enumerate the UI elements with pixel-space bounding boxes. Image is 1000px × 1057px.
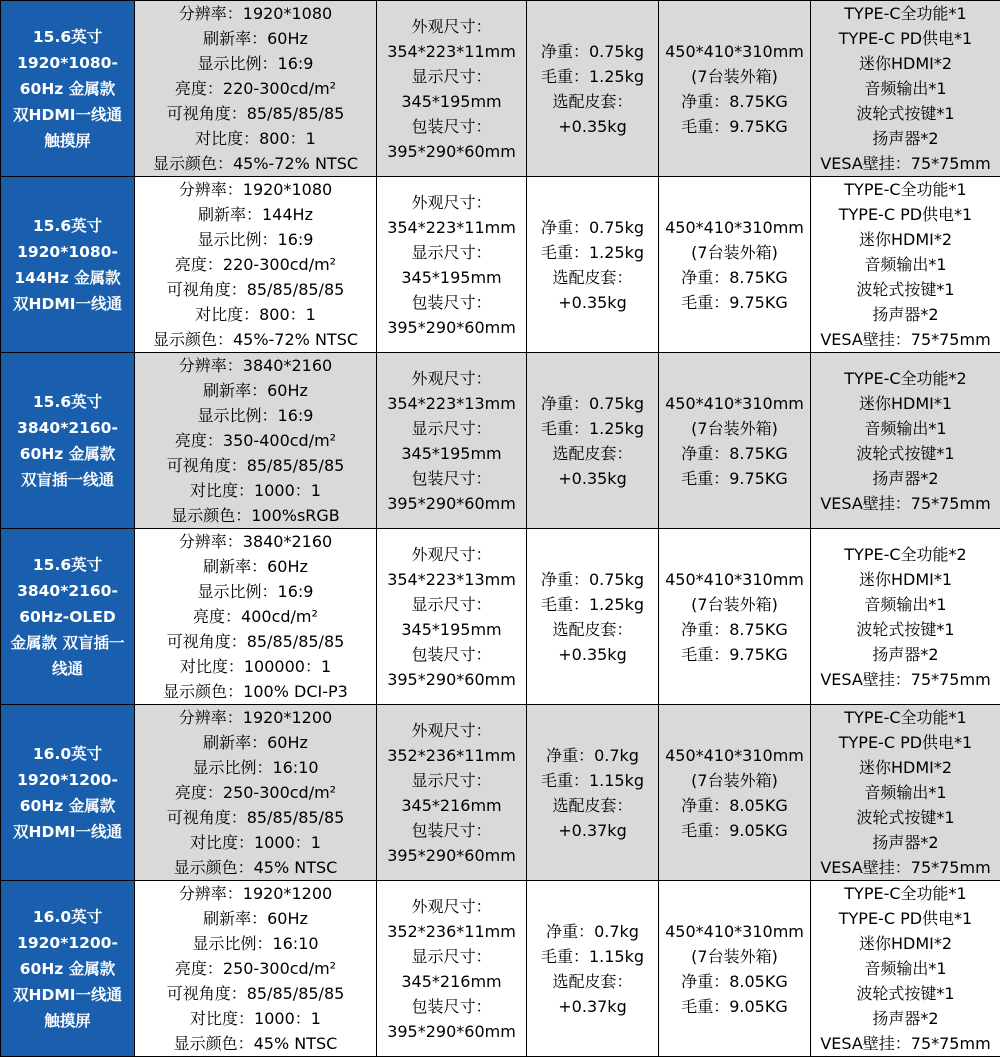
- model-name-line: 3840*2160-: [1, 578, 134, 604]
- weight-cell: [527, 529, 659, 705]
- model-name-line: 60Hz 金属款: [1, 76, 134, 102]
- carton-cell: [659, 353, 811, 529]
- display-specs-line: 可视角度：85/85/85/85: [135, 629, 376, 654]
- ports-line: 扬声器*2: [811, 126, 1000, 151]
- carton-cell: [659, 529, 811, 705]
- ports-line: 迷你HDMI*2: [811, 755, 1000, 780]
- ports-cell: [811, 353, 1000, 529]
- ports-line: VESA壁挂：75*75mm: [811, 667, 1000, 692]
- dimensions-line: 395*290*60mm: [377, 1019, 526, 1044]
- carton-line: 毛重：9.75KG: [659, 114, 810, 139]
- model-name-line: 60Hz 金属款: [1, 441, 134, 467]
- table-row: [1, 1, 1000, 177]
- ports-line: 音频输出*1: [811, 252, 1000, 277]
- ports-line: 扬声器*2: [811, 830, 1000, 855]
- table-row: [1, 353, 1000, 529]
- weight-line: 毛重：1.25kg: [527, 240, 658, 265]
- dimensions-line: 外观尺寸：: [377, 190, 526, 215]
- model-name-line: 15.6英寸: [1, 389, 134, 415]
- carton-line: (7台装外箱): [659, 592, 810, 617]
- display-specs-line: 亮度：350-400cd/m²: [135, 428, 376, 453]
- weight-cell: [527, 177, 659, 353]
- ports-line: 音频输出*1: [811, 416, 1000, 441]
- ports-cell: [811, 705, 1000, 881]
- dimensions-line: 352*236*11mm: [377, 919, 526, 944]
- dimensions-line: 395*290*60mm: [377, 491, 526, 516]
- display-specs-line: 亮度：250-300cd/m²: [135, 780, 376, 805]
- dimensions-line: 外观尺寸：: [377, 14, 526, 39]
- display-specs-line: 刷新率：144Hz: [135, 202, 376, 227]
- display-specs-line: 显示比例：16:10: [135, 755, 376, 780]
- dimensions-line: 外观尺寸：: [377, 542, 526, 567]
- model-name-line: 1920*1080-: [1, 50, 134, 76]
- display-specs-line: 分辨率：3840*2160: [135, 353, 376, 378]
- carton-cell: [659, 705, 811, 881]
- table-row: [1, 705, 1000, 881]
- weight-line: +0.35kg: [527, 642, 658, 667]
- weight-line: 选配皮套：: [527, 441, 658, 466]
- display-specs-line: 刷新率：60Hz: [135, 906, 376, 931]
- dimensions-line: 包装尺寸：: [377, 114, 526, 139]
- dimensions-line: 显示尺寸：: [377, 944, 526, 969]
- weight-line: 选配皮套：: [527, 969, 658, 994]
- ports-line: 扬声器*2: [811, 466, 1000, 491]
- carton-line: (7台装外箱): [659, 944, 810, 969]
- ports-line: VESA壁挂：75*75mm: [811, 151, 1000, 176]
- dimensions-line: 显示尺寸：: [377, 416, 526, 441]
- display-specs-line: 分辨率：1920*1200: [135, 705, 376, 730]
- carton-line: 毛重：9.75KG: [659, 642, 810, 667]
- ports-line: VESA壁挂：75*75mm: [811, 491, 1000, 516]
- weight-line: 净重：0.7kg: [527, 919, 658, 944]
- ports-line: 波轮式按键*1: [811, 805, 1000, 830]
- carton-cell: [659, 1, 811, 177]
- dimensions-line: 345*195mm: [377, 265, 526, 290]
- dimensions-line: 包装尺寸：: [377, 466, 526, 491]
- ports-line: TYPE-C PD供电*1: [811, 202, 1000, 227]
- dimensions-line: 345*195mm: [377, 441, 526, 466]
- weight-line: 毛重：1.15kg: [527, 768, 658, 793]
- dimensions-line: 352*236*11mm: [377, 743, 526, 768]
- weight-line: 净重：0.75kg: [527, 39, 658, 64]
- display-specs-line: 刷新率：60Hz: [135, 26, 376, 51]
- weight-line: 毛重：1.25kg: [527, 592, 658, 617]
- dimensions-line: 395*290*60mm: [377, 667, 526, 692]
- dimensions-line: 354*223*13mm: [377, 567, 526, 592]
- dimensions-cell: [377, 705, 527, 881]
- carton-line: 净重：8.75KG: [659, 89, 810, 114]
- carton-line: 毛重：9.75KG: [659, 466, 810, 491]
- ports-line: 迷你HDMI*2: [811, 51, 1000, 76]
- ports-line: 波轮式按键*1: [811, 441, 1000, 466]
- model-name-line: 金属款 双盲插一: [1, 630, 134, 656]
- model-name-line: 1920*1080-: [1, 239, 134, 265]
- model-name-line: 3840*2160-: [1, 415, 134, 441]
- model-name-cell: [1, 353, 135, 529]
- carton-line: 450*410*310mm: [659, 567, 810, 592]
- ports-line: 音频输出*1: [811, 76, 1000, 101]
- weight-line: 选配皮套：: [527, 617, 658, 642]
- display-specs-line: 亮度：220-300cd/m²: [135, 76, 376, 101]
- dimensions-line: 354*223*11mm: [377, 215, 526, 240]
- model-name-line: 15.6英寸: [1, 24, 134, 50]
- weight-line: 选配皮套：: [527, 89, 658, 114]
- model-name-cell: [1, 705, 135, 881]
- display-specs-line: 可视角度：85/85/85/85: [135, 453, 376, 478]
- ports-line: 迷你HDMI*2: [811, 931, 1000, 956]
- ports-line: 扬声器*2: [811, 302, 1000, 327]
- dimensions-cell: [377, 1, 527, 177]
- dimensions-line: 外观尺寸：: [377, 366, 526, 391]
- display-specs-line: 对比度：800：1: [135, 302, 376, 327]
- ports-line: 音频输出*1: [811, 592, 1000, 617]
- dimensions-line: 395*290*60mm: [377, 139, 526, 164]
- display-specs-line: 显示比例：16:9: [135, 227, 376, 252]
- dimensions-cell: [377, 529, 527, 705]
- model-name-line: 触摸屏: [1, 1008, 134, 1034]
- display-specs-line: 可视角度：85/85/85/85: [135, 101, 376, 126]
- model-name-line: 16.0英寸: [1, 741, 134, 767]
- ports-cell: [811, 1, 1000, 177]
- ports-cell: [811, 529, 1000, 705]
- carton-cell: [659, 881, 811, 1057]
- display-specs-line: 显示颜色：45% NTSC: [135, 1031, 376, 1056]
- dimensions-line: 显示尺寸：: [377, 592, 526, 617]
- model-name-line: 60Hz 金属款: [1, 956, 134, 982]
- dimensions-line: 345*195mm: [377, 617, 526, 642]
- display-specs-line: 对比度：100000：1: [135, 654, 376, 679]
- ports-line: 迷你HDMI*2: [811, 227, 1000, 252]
- display-specs-line: 分辨率：1920*1080: [135, 177, 376, 202]
- model-name-line: 60Hz-OLED: [1, 604, 134, 630]
- weight-line: 净重：0.7kg: [527, 743, 658, 768]
- weight-line: 毛重：1.15kg: [527, 944, 658, 969]
- model-name-line: 16.0英寸: [1, 904, 134, 930]
- display-specs-line: 显示颜色：45% NTSC: [135, 855, 376, 880]
- display-specs-line: 显示比例：16:10: [135, 931, 376, 956]
- model-name-line: 双HDMI一线通: [1, 291, 134, 317]
- ports-cell: [811, 881, 1000, 1057]
- carton-line: 净重：8.75KG: [659, 265, 810, 290]
- weight-line: 选配皮套：: [527, 793, 658, 818]
- weight-line: 毛重：1.25kg: [527, 64, 658, 89]
- model-name-line: 15.6英寸: [1, 552, 134, 578]
- display-specs-line: 显示颜色：45%-72% NTSC: [135, 151, 376, 176]
- weight-line: 净重：0.75kg: [527, 567, 658, 592]
- weight-line: 毛重：1.25kg: [527, 416, 658, 441]
- ports-line: VESA壁挂：75*75mm: [811, 1031, 1000, 1056]
- carton-line: (7台装外箱): [659, 240, 810, 265]
- model-name-cell: [1, 529, 135, 705]
- display-specs-line: 刷新率：60Hz: [135, 554, 376, 579]
- dimensions-line: 外观尺寸：: [377, 894, 526, 919]
- carton-line: 450*410*310mm: [659, 919, 810, 944]
- model-name-line: 触摸屏: [1, 128, 134, 154]
- carton-line: 450*410*310mm: [659, 39, 810, 64]
- spec-table-body: [1, 1, 1000, 1057]
- carton-line: 毛重：9.05KG: [659, 994, 810, 1019]
- carton-line: 净重：8.05KG: [659, 793, 810, 818]
- dimensions-line: 345*216mm: [377, 793, 526, 818]
- display-specs-line: 对比度：1000：1: [135, 1006, 376, 1031]
- table-row: [1, 177, 1000, 353]
- display-specs-line: 分辨率：3840*2160: [135, 529, 376, 554]
- dimensions-line: 包装尺寸：: [377, 290, 526, 315]
- model-name-line: 线通: [1, 656, 134, 682]
- weight-line: 选配皮套：: [527, 265, 658, 290]
- table-row: [1, 529, 1000, 705]
- ports-cell: [811, 177, 1000, 353]
- carton-line: (7台装外箱): [659, 416, 810, 441]
- carton-line: 毛重：9.05KG: [659, 818, 810, 843]
- dimensions-line: 包装尺寸：: [377, 642, 526, 667]
- dimensions-line: 显示尺寸：: [377, 768, 526, 793]
- model-name-line: 15.6英寸: [1, 213, 134, 239]
- display-specs-cell: [135, 177, 377, 353]
- carton-line: 净重：8.05KG: [659, 969, 810, 994]
- ports-line: 波轮式按键*1: [811, 277, 1000, 302]
- weight-line: 净重：0.75kg: [527, 215, 658, 240]
- ports-line: 波轮式按键*1: [811, 981, 1000, 1006]
- ports-line: 迷你HDMI*1: [811, 567, 1000, 592]
- ports-line: TYPE-C PD供电*1: [811, 906, 1000, 931]
- dimensions-line: 354*223*13mm: [377, 391, 526, 416]
- dimensions-line: 显示尺寸：: [377, 240, 526, 265]
- display-specs-line: 亮度：400cd/m²: [135, 604, 376, 629]
- ports-line: 音频输出*1: [811, 780, 1000, 805]
- display-specs-line: 可视角度：85/85/85/85: [135, 277, 376, 302]
- table-row: [1, 881, 1000, 1057]
- model-name-line: 144Hz 金属款: [1, 265, 134, 291]
- display-specs-line: 亮度：220-300cd/m²: [135, 252, 376, 277]
- display-specs-line: 可视角度：85/85/85/85: [135, 981, 376, 1006]
- carton-line: 450*410*310mm: [659, 215, 810, 240]
- ports-line: 音频输出*1: [811, 956, 1000, 981]
- carton-line: 净重：8.75KG: [659, 617, 810, 642]
- dimensions-line: 包装尺寸：: [377, 818, 526, 843]
- dimensions-cell: [377, 881, 527, 1057]
- carton-line: 净重：8.75KG: [659, 441, 810, 466]
- ports-line: TYPE-C全功能*1: [811, 1, 1000, 26]
- weight-line: 净重：0.75kg: [527, 391, 658, 416]
- carton-line: (7台装外箱): [659, 64, 810, 89]
- model-name-line: 双HDMI一线通: [1, 819, 134, 845]
- display-specs-line: 可视角度：85/85/85/85: [135, 805, 376, 830]
- display-specs-cell: [135, 353, 377, 529]
- ports-line: TYPE-C PD供电*1: [811, 730, 1000, 755]
- carton-line: 毛重：9.75KG: [659, 290, 810, 315]
- display-specs-line: 显示颜色：100% DCI-P3: [135, 679, 376, 704]
- ports-line: 迷你HDMI*1: [811, 391, 1000, 416]
- weight-cell: [527, 353, 659, 529]
- ports-line: TYPE-C全功能*1: [811, 177, 1000, 202]
- dimensions-line: 外观尺寸：: [377, 718, 526, 743]
- weight-cell: [527, 705, 659, 881]
- display-specs-line: 刷新率：60Hz: [135, 730, 376, 755]
- ports-line: TYPE-C PD供电*1: [811, 26, 1000, 51]
- display-specs-line: 刷新率：60Hz: [135, 378, 376, 403]
- ports-line: TYPE-C全功能*2: [811, 366, 1000, 391]
- display-specs-line: 显示颜色：45%-72% NTSC: [135, 327, 376, 352]
- weight-line: +0.35kg: [527, 290, 658, 315]
- model-name-line: 双盲插一线通: [1, 467, 134, 493]
- model-name-line: 60Hz 金属款: [1, 793, 134, 819]
- model-name-line: 1920*1200-: [1, 767, 134, 793]
- display-specs-cell: [135, 881, 377, 1057]
- model-name-cell: [1, 881, 135, 1057]
- display-specs-line: 显示比例：16:9: [135, 403, 376, 428]
- model-name-cell: [1, 177, 135, 353]
- model-name-line: 双HDMI一线通: [1, 102, 134, 128]
- ports-line: 波轮式按键*1: [811, 617, 1000, 642]
- dimensions-line: 显示尺寸：: [377, 64, 526, 89]
- display-specs-line: 亮度：250-300cd/m²: [135, 956, 376, 981]
- weight-line: +0.37kg: [527, 994, 658, 1019]
- weight-cell: [527, 1, 659, 177]
- display-specs-cell: [135, 705, 377, 881]
- dimensions-line: 345*216mm: [377, 969, 526, 994]
- carton-line: 450*410*310mm: [659, 743, 810, 768]
- ports-line: 扬声器*2: [811, 1006, 1000, 1031]
- carton-cell: [659, 177, 811, 353]
- weight-line: +0.35kg: [527, 466, 658, 491]
- display-specs-line: 分辨率：1920*1200: [135, 881, 376, 906]
- display-specs-line: 对比度：800：1: [135, 126, 376, 151]
- ports-line: VESA壁挂：75*75mm: [811, 855, 1000, 880]
- display-specs-line: 显示颜色：100%sRGB: [135, 503, 376, 528]
- weight-line: +0.35kg: [527, 114, 658, 139]
- display-specs-cell: [135, 529, 377, 705]
- carton-line: 450*410*310mm: [659, 391, 810, 416]
- weight-line: +0.37kg: [527, 818, 658, 843]
- display-specs-line: 显示比例：16:9: [135, 51, 376, 76]
- model-name-cell: [1, 1, 135, 177]
- dimensions-line: 395*290*60mm: [377, 843, 526, 868]
- display-specs-line: 分辨率：1920*1080: [135, 1, 376, 26]
- dimensions-line: 354*223*11mm: [377, 39, 526, 64]
- dimensions-line: 345*195mm: [377, 89, 526, 114]
- ports-line: 波轮式按键*1: [811, 101, 1000, 126]
- model-name-line: 1920*1200-: [1, 930, 134, 956]
- model-name-line: 双HDMI一线通: [1, 982, 134, 1008]
- display-specs-cell: [135, 1, 377, 177]
- carton-line: (7台装外箱): [659, 768, 810, 793]
- dimensions-line: 包装尺寸：: [377, 994, 526, 1019]
- display-specs-line: 对比度：1000：1: [135, 830, 376, 855]
- display-specs-line: 显示比例：16:9: [135, 579, 376, 604]
- ports-line: TYPE-C全功能*2: [811, 542, 1000, 567]
- display-specs-line: 对比度：1000：1: [135, 478, 376, 503]
- ports-line: VESA壁挂：75*75mm: [811, 327, 1000, 352]
- dimensions-cell: [377, 177, 527, 353]
- ports-line: TYPE-C全功能*1: [811, 881, 1000, 906]
- dimensions-cell: [377, 353, 527, 529]
- ports-line: 扬声器*2: [811, 642, 1000, 667]
- ports-line: TYPE-C全功能*1: [811, 705, 1000, 730]
- weight-cell: [527, 881, 659, 1057]
- dimensions-line: 395*290*60mm: [377, 315, 526, 340]
